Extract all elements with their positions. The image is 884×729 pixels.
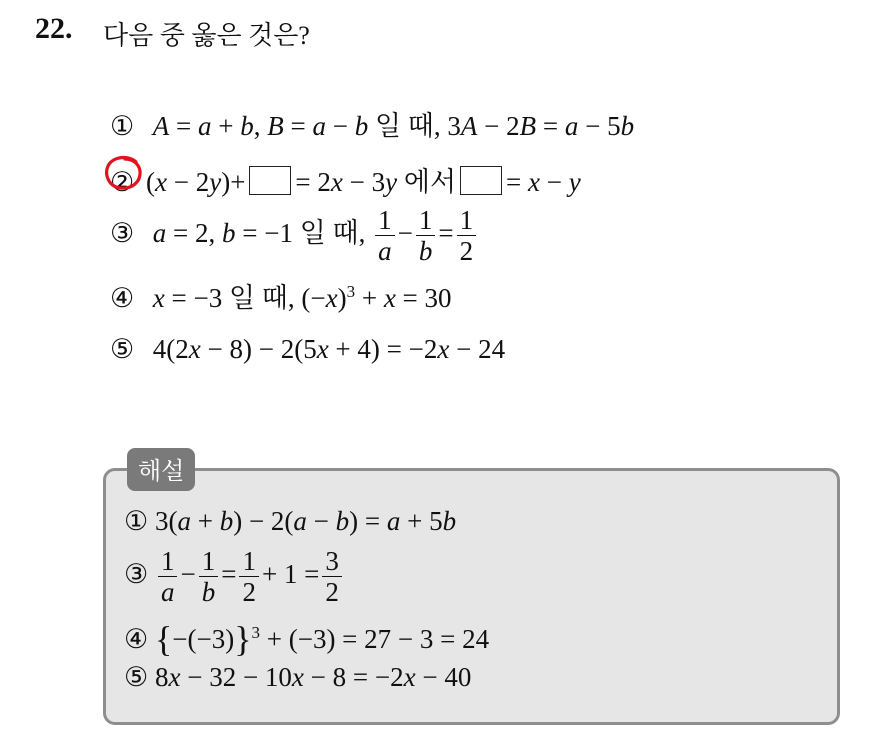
math-token: 27	[364, 624, 392, 654]
math-token: B	[267, 111, 284, 141]
math-token: 2	[175, 334, 189, 364]
math-token: 3	[419, 624, 434, 654]
fraction	[322, 547, 342, 607]
choice-2: ② (x − 2y)+ = 2x − 3y 에서 = x − y	[110, 167, 581, 197]
math-token: x	[152, 283, 165, 313]
numerator: 1	[239, 547, 259, 577]
choice-4: ④ x = −3 일 때, $(-x)^3 + x = 30$	[110, 282, 452, 313]
math-token: b	[354, 111, 369, 141]
denominator: b	[418, 236, 433, 267]
question-text: 다음 중 옳은 것은?	[103, 21, 310, 50]
math-token: 5	[429, 506, 443, 536]
math-token: a	[312, 111, 326, 141]
choice-marker: ④	[124, 624, 149, 654]
answer-blank-box	[249, 166, 291, 195]
math-token: b	[221, 218, 236, 249]
math-token: 2	[390, 662, 404, 692]
math-token: x	[155, 167, 167, 197]
math-token: 3	[312, 624, 327, 654]
math-token: x	[330, 167, 343, 197]
math-token: 2	[270, 506, 285, 536]
math-token: a	[564, 111, 579, 141]
answer-blank-box	[460, 166, 502, 195]
math-token: x	[188, 334, 201, 364]
denominator: 2	[325, 577, 339, 608]
math-token: 8	[332, 662, 347, 692]
math-token: a	[293, 506, 307, 536]
numerator: 1	[199, 547, 219, 577]
math-token: 1	[279, 218, 293, 249]
math-token: 3	[208, 283, 223, 313]
choice-marker: ⑤	[110, 334, 135, 364]
math-token: 2	[280, 334, 295, 364]
math-token: x	[316, 334, 329, 364]
choice-marker: ⑤	[124, 662, 149, 692]
math-token: b	[335, 506, 350, 536]
math-token: 24	[462, 624, 490, 654]
math-token: 30	[424, 283, 452, 313]
math-token: x	[403, 662, 416, 692]
math-token: x	[168, 662, 181, 692]
red-circle-annotation	[103, 154, 145, 192]
math-token: b	[240, 111, 254, 141]
fraction	[375, 206, 395, 266]
math-token: A	[460, 111, 478, 141]
math-token: 4	[357, 334, 371, 364]
math-token: a	[386, 506, 401, 536]
math-token: 3	[371, 167, 386, 197]
numerator: 3	[322, 547, 342, 577]
choice-marker: ④	[110, 283, 135, 313]
math-token: a	[197, 111, 212, 141]
math-token: x	[383, 283, 396, 313]
math-token: a	[152, 218, 167, 249]
choice-3: ③ a = 2, b = −1 일 때, $\frac{1}{a}$ − $\frac{1}{b}$ = $\frac{1}{2}$	[110, 206, 479, 266]
math-token: x	[528, 167, 540, 197]
korean-text: 일 때,	[299, 218, 366, 249]
math-token: y	[209, 167, 222, 197]
math-token: 32	[209, 662, 237, 692]
math-token: 2	[317, 167, 331, 197]
math-token: 2	[194, 218, 209, 249]
solution-line-4: ④ $\{-(-3)\}^3 + (-3) = 27 - 3 = 24$	[124, 619, 490, 659]
denominator: a	[160, 577, 175, 608]
solution-title: 해설	[127, 448, 195, 491]
choice-marker: ③	[110, 218, 135, 249]
math-token: y	[385, 167, 398, 197]
fraction	[158, 547, 178, 607]
math-token: 3	[154, 506, 169, 536]
brace-open: {	[154, 619, 173, 659]
math-token: 3	[211, 624, 226, 654]
korean-text: 일 때,	[228, 283, 295, 313]
math-token: 8	[154, 662, 169, 692]
math-token: 2	[195, 167, 210, 197]
choice-5: ⑤ 4(2x − 8) − 2(5x + 4) = −2x − 24	[110, 334, 506, 364]
math-token: b	[620, 111, 635, 141]
math-token: 4	[152, 334, 167, 364]
solution-line-1: ① 3(a + b) − 2(a − b) = a + 5b	[124, 506, 457, 536]
fraction	[239, 547, 259, 607]
math-token: B	[519, 111, 537, 141]
numerator: 1	[416, 206, 436, 236]
exponent: 3	[251, 623, 260, 642]
math-token: x	[291, 662, 304, 692]
denominator: b	[201, 577, 216, 608]
choice-marker: ③	[124, 559, 149, 590]
math-token: 10	[264, 662, 292, 692]
solution-line-3: ③ $\frac{1}{a}$ − $\frac{1}{b}$ = $\frac{1}{2}$ + 1 = $\frac{3}{2}$	[124, 547, 345, 607]
denominator: 2	[459, 236, 474, 267]
numerator: 1	[375, 206, 395, 236]
choice-1: ① A = a + b, B = a − b 일 때, 3A − 2B = a − 5b	[110, 111, 635, 141]
math-token: 2	[506, 111, 520, 141]
fraction	[416, 206, 436, 266]
math-token: 1	[283, 559, 298, 590]
math-token: 24	[478, 334, 506, 364]
math-token: 40	[444, 662, 472, 692]
math-token: b	[219, 506, 234, 536]
math-token: x	[325, 283, 338, 313]
math-token: 2	[423, 334, 438, 364]
fraction	[457, 206, 477, 266]
math-token: x	[437, 334, 450, 364]
choice-marker: ①	[110, 111, 135, 141]
math-token: 8	[229, 334, 243, 364]
math-token: a	[177, 506, 191, 536]
math-token: b	[442, 506, 457, 536]
brace-close: }	[234, 619, 252, 659]
exponent: 3	[346, 282, 356, 301]
choice-marker: ②	[110, 167, 135, 197]
math-token: y	[568, 167, 581, 197]
math-token: A	[152, 111, 170, 141]
denominator: 2	[242, 577, 256, 608]
numerator: 1	[158, 547, 178, 577]
numerator: 1	[457, 206, 477, 236]
question-number: 22.	[35, 12, 73, 45]
math-token: 5	[607, 111, 621, 141]
solution-line-5: ⑤ 8x − 32 − 10x − 8 = −2x − 40	[124, 662, 472, 692]
korean-text: 에서	[403, 167, 457, 197]
choice-marker: ①	[124, 506, 149, 536]
math-token: 3	[447, 111, 461, 141]
korean-text: 일 때,	[374, 111, 441, 141]
math-token: 5	[303, 334, 317, 364]
denominator: a	[378, 236, 392, 267]
fraction	[199, 547, 219, 607]
